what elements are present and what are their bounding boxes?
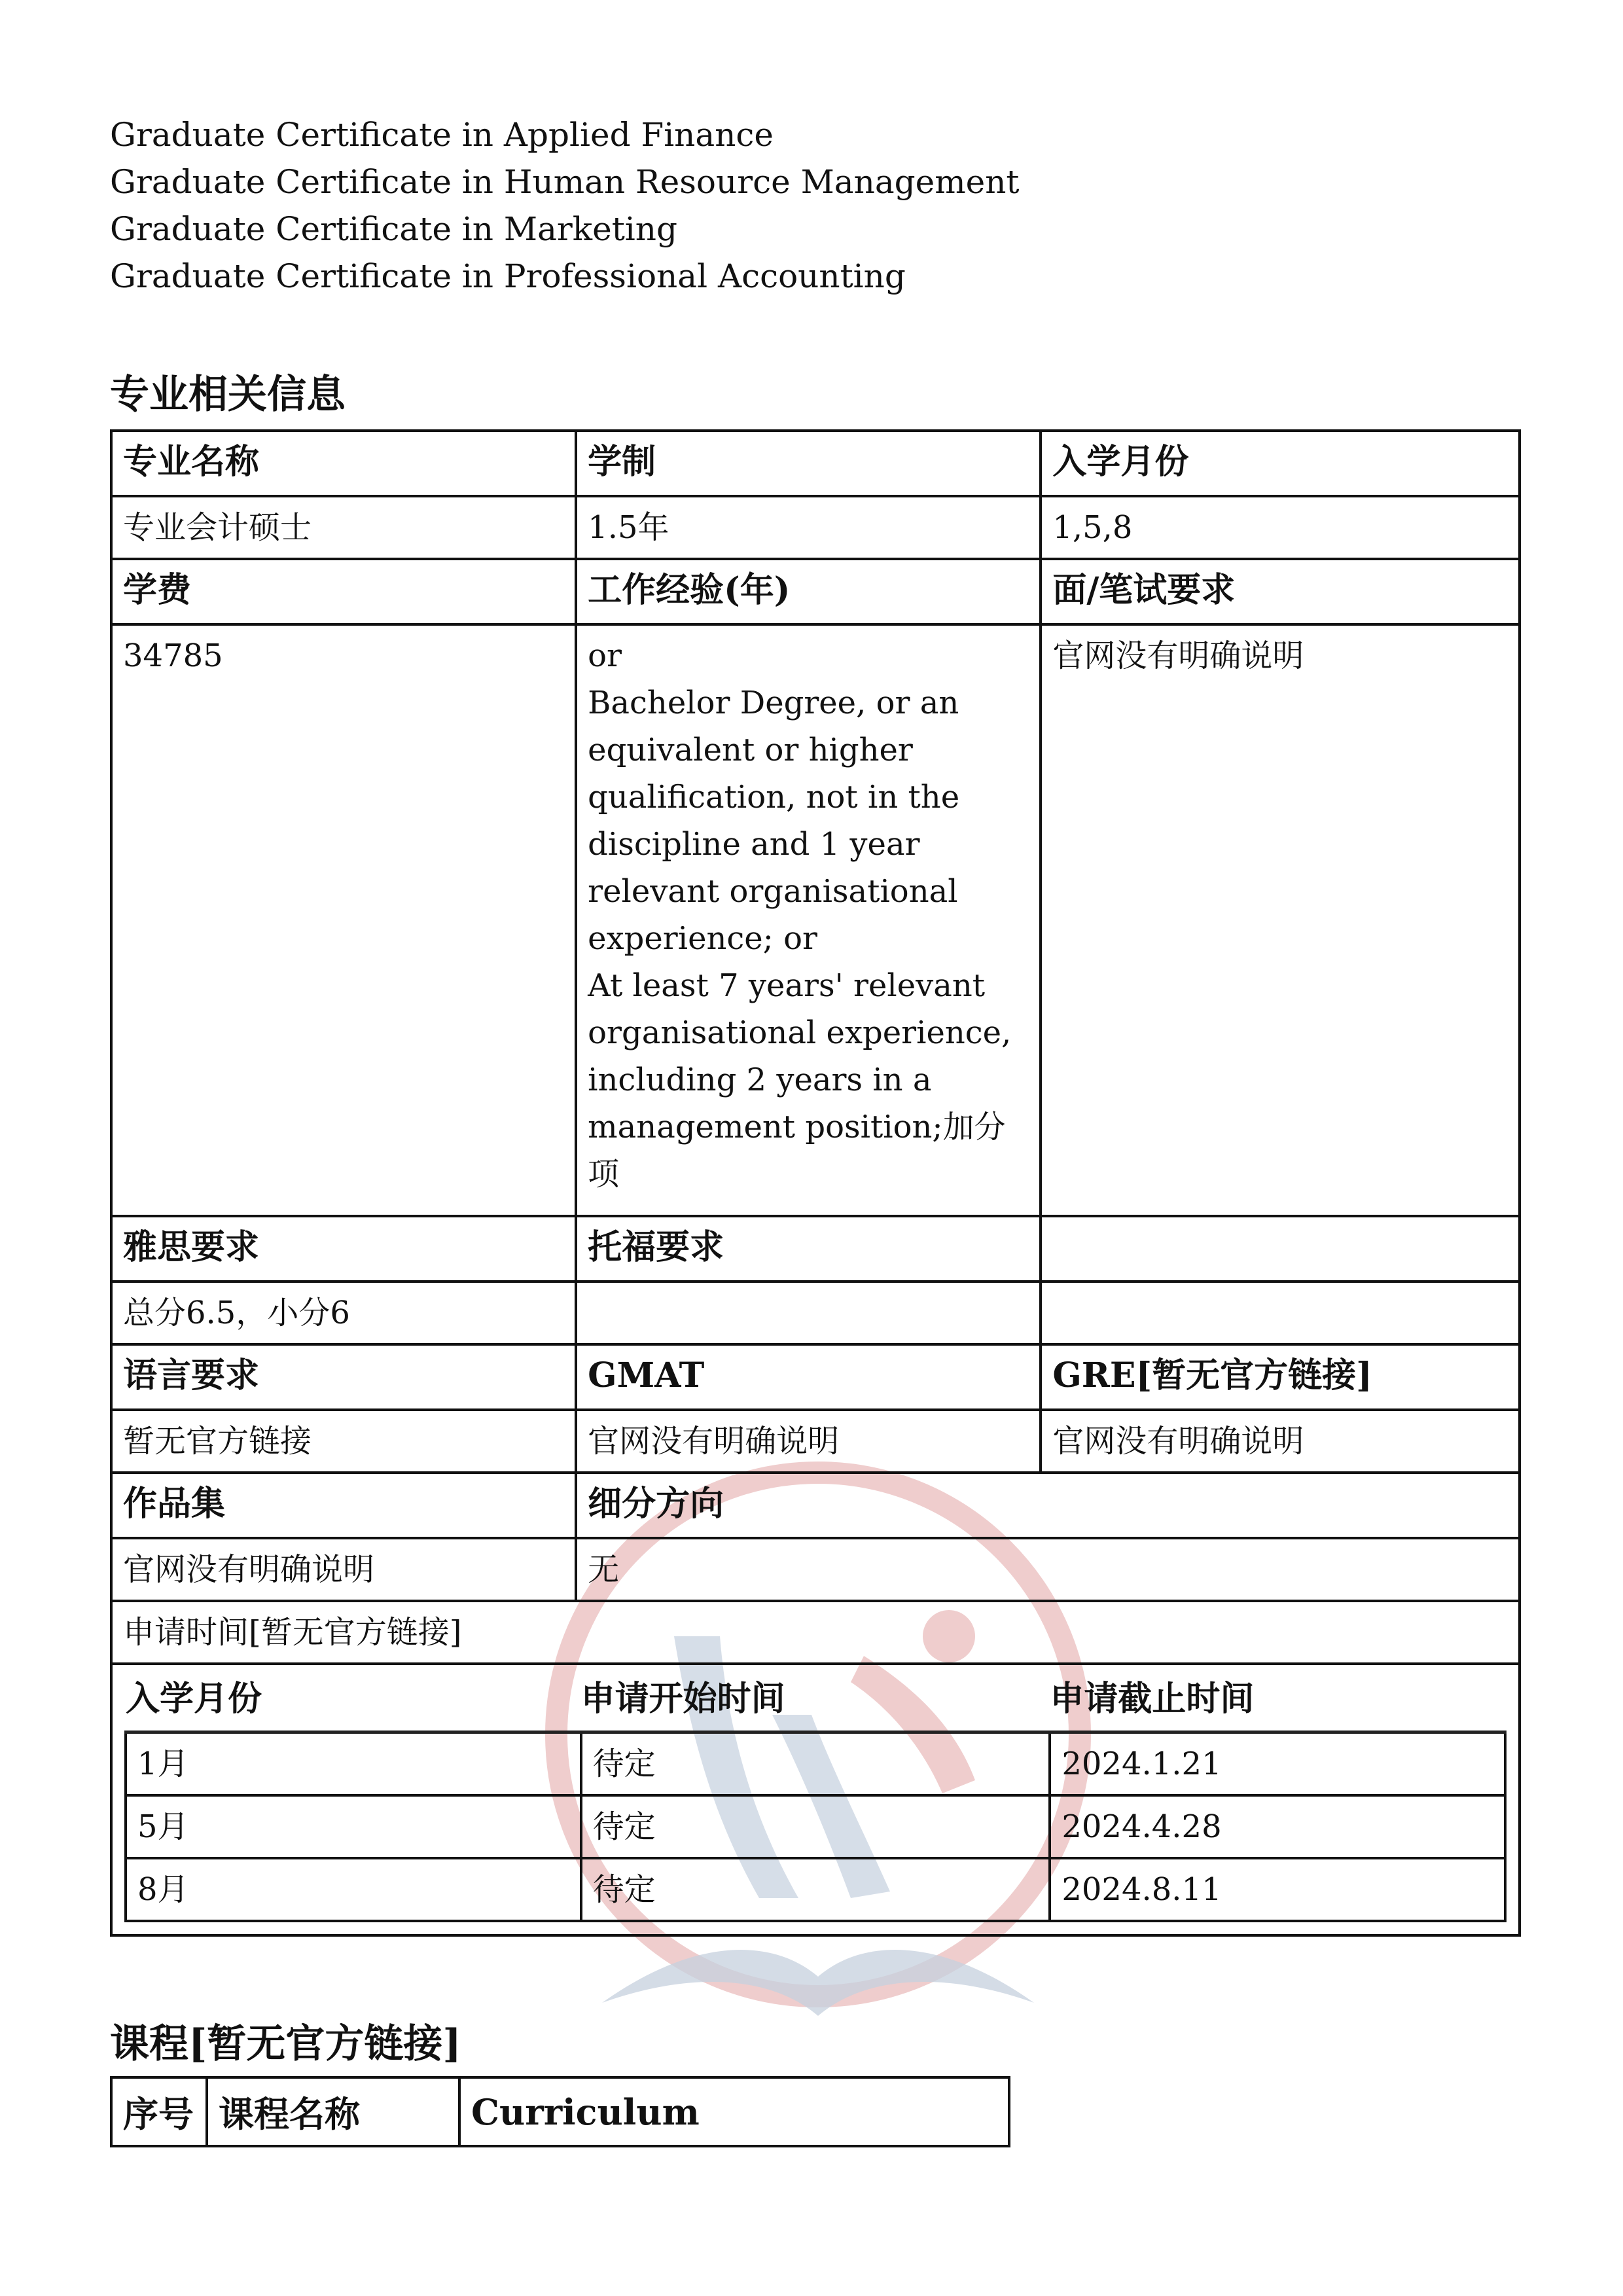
table-row xyxy=(126,1858,1505,1921)
dates-intake-header: 入学月份 xyxy=(126,1669,581,1732)
interview-value: 官网没有明确说明 xyxy=(1041,624,1520,1216)
intake-month: 8月 xyxy=(126,1858,581,1921)
language-label: 语言要求 xyxy=(111,1344,576,1410)
gmat-value: 官网没有明确说明 xyxy=(576,1410,1041,1473)
gmat-label: GMAT xyxy=(576,1344,1041,1410)
work-experience-label: 工作经验(年) xyxy=(576,559,1041,624)
gre-label: GRE[暂无官方链接] xyxy=(1041,1344,1520,1410)
empty-value-cell xyxy=(1041,1282,1520,1344)
certificate-item: Graduate Certificate in Marketing xyxy=(110,210,677,248)
intake-label: 入学月份 xyxy=(1041,431,1520,496)
gre-value: 官网没有明确说明 xyxy=(1041,1410,1520,1473)
empty-header-cell xyxy=(1041,1216,1520,1282)
application-deadline: 2024.1.21 xyxy=(1050,1732,1505,1796)
toefl-value xyxy=(576,1282,1041,1344)
intake-month: 5月 xyxy=(126,1795,581,1858)
application-start: 待定 xyxy=(581,1732,1050,1796)
portfolio-label: 作品集 xyxy=(111,1473,576,1538)
portfolio-value: 官网没有明确说明 xyxy=(111,1538,576,1601)
table-row xyxy=(126,1795,1505,1858)
language-value: 暂无官方链接 xyxy=(111,1410,576,1473)
work-experience-value: or Bachelor Degree, or an equivalent or higher qualification, not in the discipline and 1 year relevant organisational experience; or At least 7 years' relevant organisational experience, including 2 years in a management position;加分项 xyxy=(576,624,1041,1216)
tuition-label: 学费 xyxy=(111,559,576,624)
application-deadline: 2024.8.11 xyxy=(1050,1858,1505,1921)
course-index-header: 序号 xyxy=(111,2077,207,2146)
course-name-header: 课程名称 xyxy=(207,2077,459,2146)
major-info-heading: 专业相关信息 xyxy=(110,372,346,418)
subdirection-label: 细分方向 xyxy=(576,1473,1520,1538)
duration-value: 1.5年 xyxy=(576,496,1041,559)
duration-label: 学制 xyxy=(576,431,1041,496)
table-row xyxy=(126,1732,1505,1796)
major-info-table xyxy=(110,429,1521,1937)
application-time-label: 申请时间[暂无官方链接] xyxy=(111,1601,1520,1664)
subdirection-value: 无 xyxy=(576,1538,1520,1601)
ielts-value: 总分6.5，小分6 xyxy=(111,1282,576,1344)
program-name-value: 专业会计硕士 xyxy=(111,496,576,559)
curriculum-header: Curriculum xyxy=(459,2077,1009,2146)
interview-label: 面/笔试要求 xyxy=(1041,559,1520,624)
program-name-label: 专业名称 xyxy=(111,431,576,496)
intake-value: 1,5,8 xyxy=(1041,496,1520,559)
certificate-item: Graduate Certificate in Applied Finance xyxy=(110,116,774,154)
dates-deadline-header: 申请截止时间 xyxy=(1050,1669,1505,1732)
certificate-item: Graduate Certificate in Professional Accounting xyxy=(110,257,906,295)
certificate-item: Graduate Certificate in Human Resource Management xyxy=(110,163,1020,201)
certificate-list xyxy=(110,111,1020,300)
tuition-value: 34785 xyxy=(111,624,576,1216)
ielts-label: 雅思要求 xyxy=(111,1216,576,1282)
application-start: 待定 xyxy=(581,1858,1050,1921)
toefl-label: 托福要求 xyxy=(576,1216,1041,1282)
application-dates-cell xyxy=(111,1664,1520,1935)
application-start: 待定 xyxy=(581,1795,1050,1858)
intake-month: 1月 xyxy=(126,1732,581,1796)
dates-start-header: 申请开始时间 xyxy=(581,1669,1050,1732)
course-heading: 课程[暂无官方链接] xyxy=(110,2021,461,2067)
course-table xyxy=(110,2076,1010,2147)
application-dates-table xyxy=(124,1669,1507,1922)
application-deadline: 2024.4.28 xyxy=(1050,1795,1505,1858)
